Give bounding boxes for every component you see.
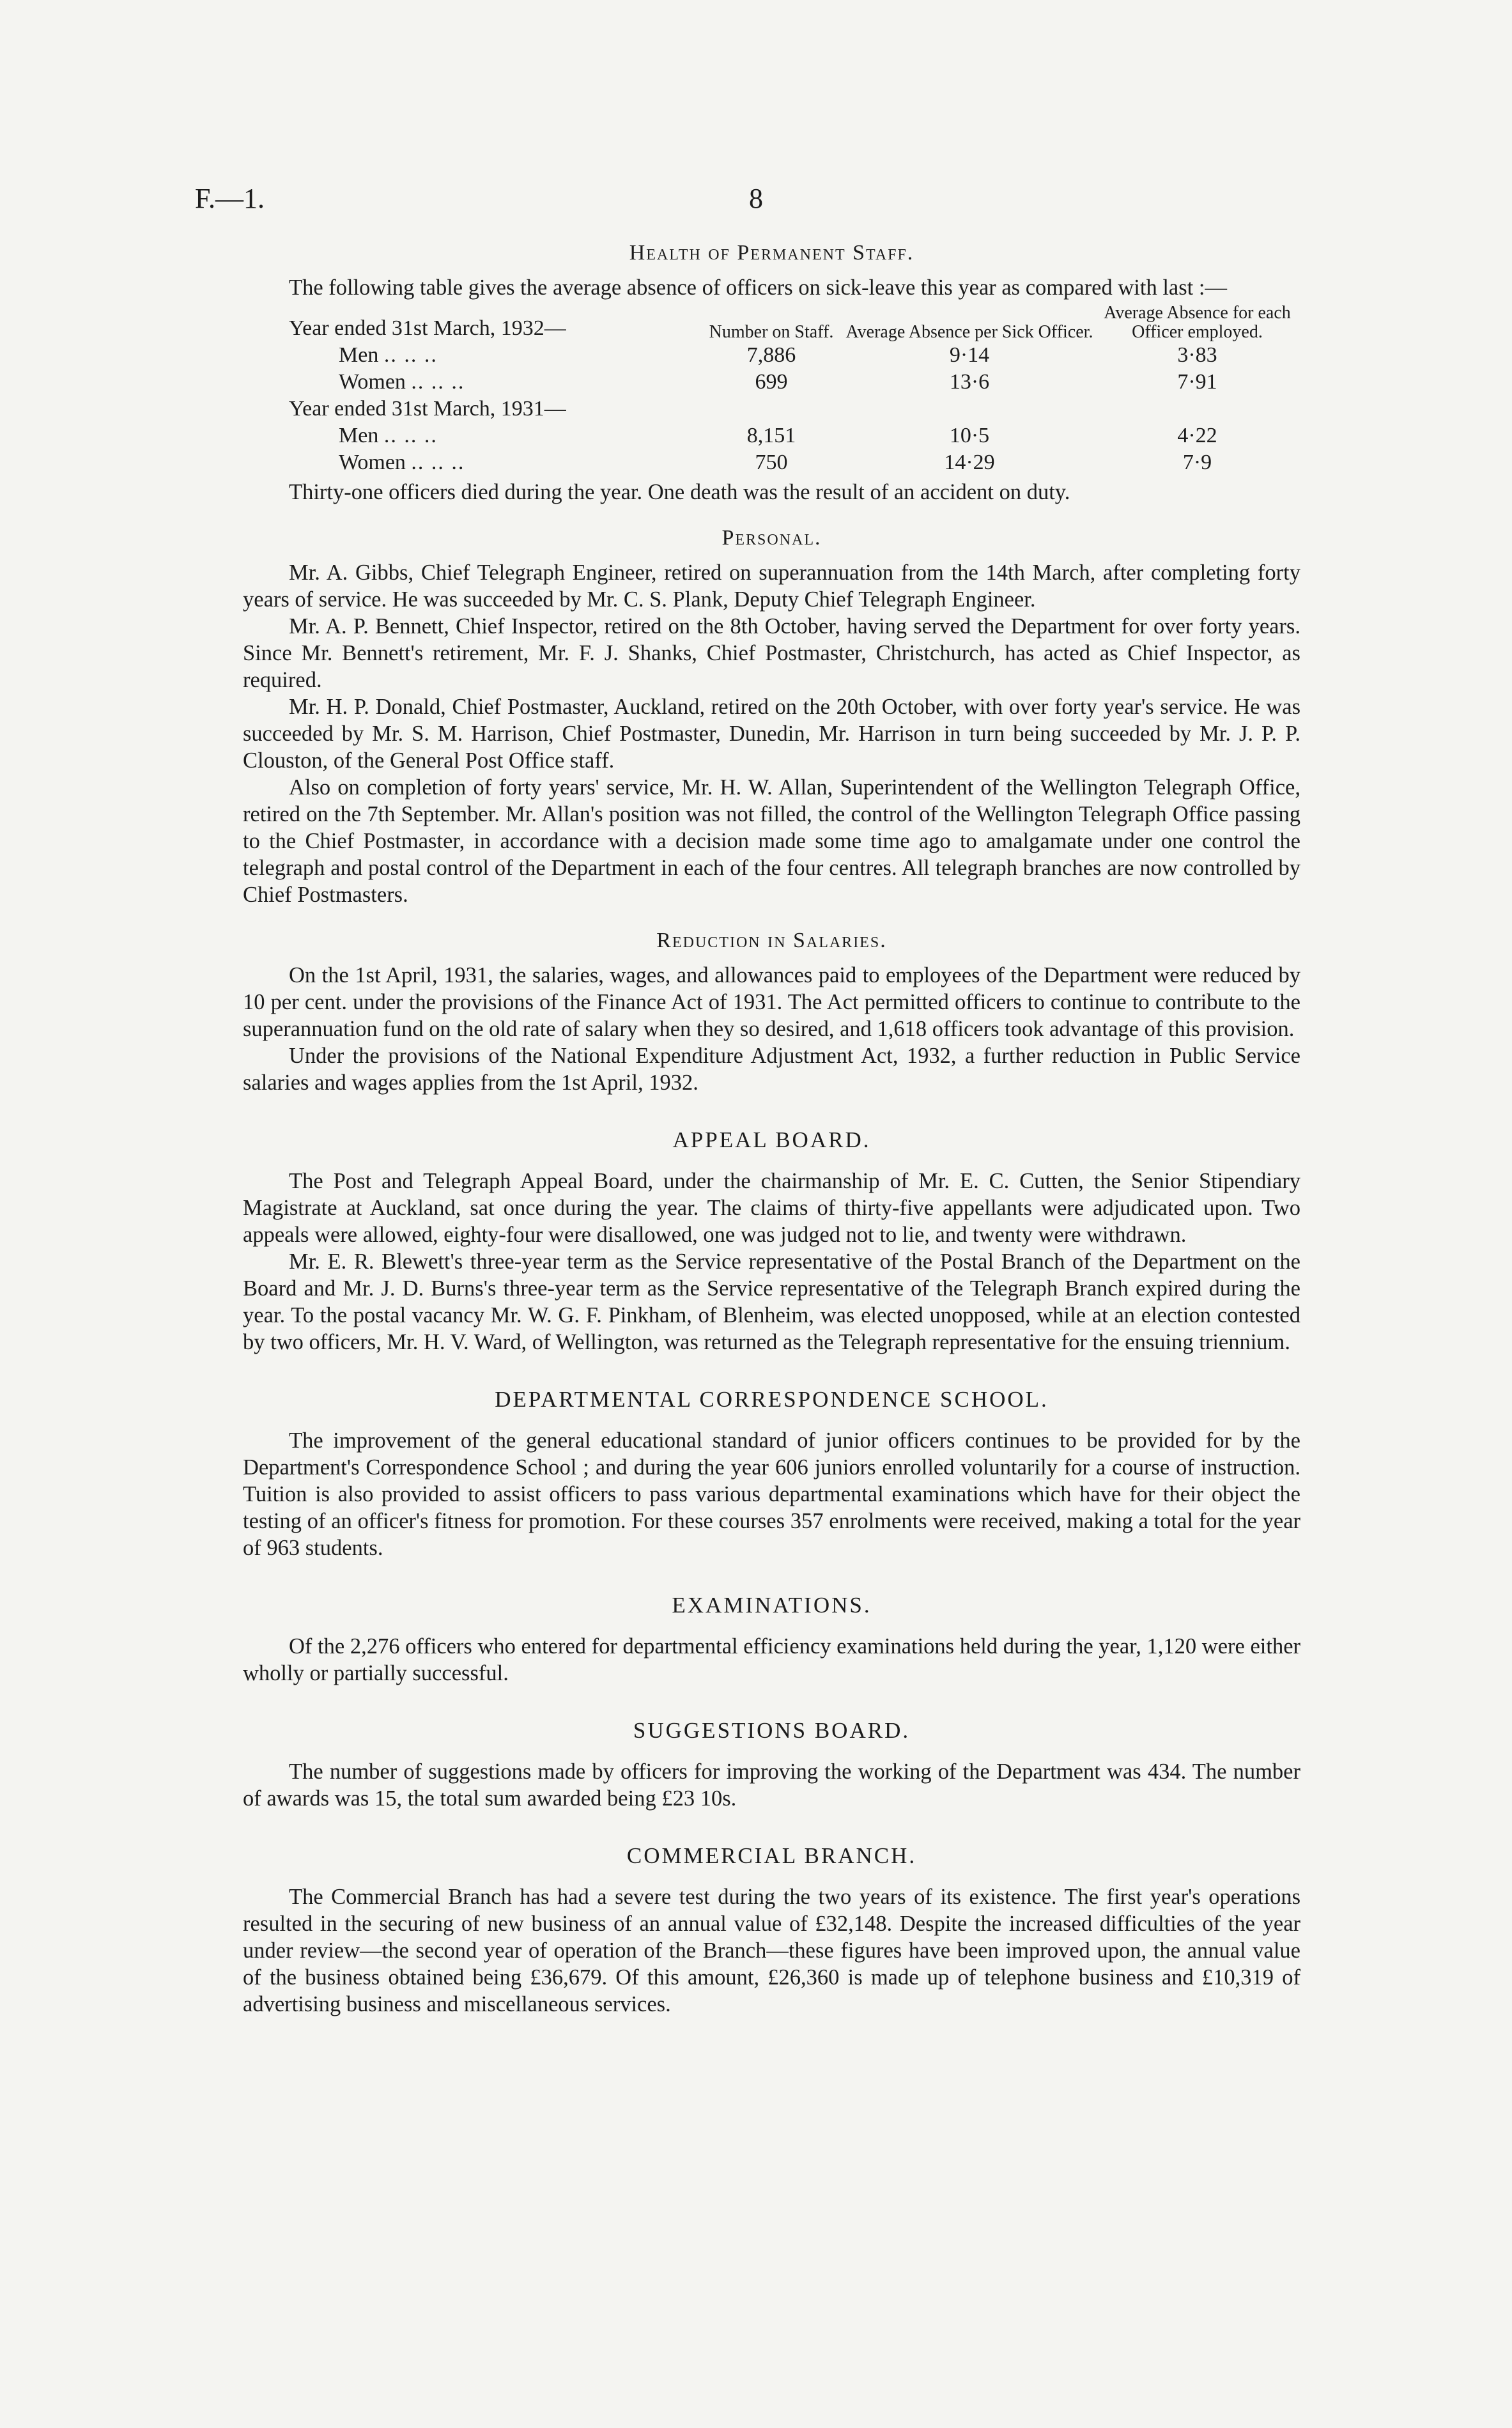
section-appeal-board [243,1127,1300,1356]
section-title-health: Health of Permanent Staff. [629,241,914,265]
table-row [243,342,1300,369]
paragraph: The Post and Telegraph Appeal Board, under the chairmanship of Mr. E. C. Cutten, the Senior Stipendiary Magistrate at Auckland, sat once during the year. The claims of thirty-five appellants were adjudicated upon. Two appeals were allowed, eighty-four were disallowed, one was judged not to lie, and twenty were withdrawn. [243,1169,1300,1247]
paragraph: Of the 2,276 officers who entered for departmental efficiency examinations held during the year, 1,120 were either wholly or partially successful. [243,1634,1300,1685]
cell-avg-sick: 14·29 [944,451,995,474]
paragraph: The number of suggestions made by officers for improving the working of the Department was 434. The number of awards was 15, the total sum awarded being £23 10s. [243,1759,1300,1811]
year-label: Year ended 31st March, 1931— [289,397,566,421]
table-year-row [243,396,1300,422]
row-label: Women .. .. .. [339,451,465,474]
table-row [243,422,1300,449]
section-examinations [243,1592,1300,1687]
sick-leave-table [243,304,1300,476]
section-health [243,240,1300,506]
paragraph: The improvement of the general educational standard of junior officers continues to be provided for by the Department's Correspondence School ; and during the year 606 juniors enrolled voluntarily for a course of instruction. Tuition is also provided to assist officers to pass various departmental examinations which have for their object the testing of an officer's fitness for promotion. For these courses 357 enrolments were received, making a total for the year of 963 students. [243,1428,1300,1560]
cell-avg-each: 3·83 [1177,343,1217,367]
health-deaths: Thirty-one officers died during the year. One death was the result of an accident on duty. [289,480,1070,504]
section-title-correspondence-school: DEPARTMENTAL CORRESPONDENCE SCHOOL. [495,1387,1049,1412]
section-commercial-branch [243,1843,1300,2018]
health-intro: The following table gives the average absence of officers on sick-leave this year as compared with last :— [289,275,1227,300]
paragraph: Mr. E. R. Blewett's three-year term as the Service representative of the Postal Branch of the Department on the Board and Mr. J. D. Burns's three-year term as the Service representative of the Telegraph Branch expired during the year. To the postal vacancy Mr. W. G. F. Pinkham, of Blenheim, was elected unopposed, while at an election contested by two officers, Mr. H. V. Ward, of Wellington, was returned as the Telegraph representative for the ensuing triennium. [243,1249,1300,1354]
cell-number: 699 [755,370,788,394]
section-suggestions-board [243,1717,1300,1812]
paragraph: The Commercial Branch has had a severe test during the two years of its existence. The first year's operations resulted in the securing of new business of an annual value of £32,148. Despite the increased difficulties of the year under review—the second year of operation of the Branch—these figures have been improved upon, the annual value of the business obtained being £36,679. Of this amount, £26,360 is made up of telephone business and £10,319 of advertising business and miscellaneous services. [243,1885,1300,2016]
section-correspondence-school [243,1386,1300,1561]
row-label: Women .. .. .. [339,370,465,394]
table-row [243,449,1300,476]
paragraph: Mr. H. P. Donald, Chief Postmaster, Auckland, retired on the 20th October, with over forty year's service. He was succeeded by Mr. S. M. Harrison, Chief Postmaster, Dunedin, Mr. Harrison in turn being succeeded by Mr. J. P. P. Clouston, of the General Post Office staff. [243,695,1300,773]
paragraph: Mr. A. P. Bennett, Chief Inspector, retired on the 8th October, having served the Department for over forty years. Since Mr. Bennett's retirement, Mr. F. J. Shanks, Chief Postmaster, Christchurch, has acted as Chief Inspector, as required. [243,614,1300,692]
paragraph: On the 1st April, 1931, the salaries, wages, and allowances paid to employees of the Department were reduced by 10 per cent. under the provisions of the Finance Act of 1931. The Act permitted officers to continue to contribute to the superannuation fund on the old rate of salary when they so desired, and 1,618 officers took advantage of this provision. [243,963,1300,1041]
cell-avg-each: 7·91 [1177,370,1217,394]
section-title-personal: Personal. [721,526,822,550]
section-title-examinations: EXAMINATIONS. [672,1593,872,1618]
table-header-row [243,304,1300,342]
row-label: Men .. .. .. [339,343,438,367]
page-number: 8 [749,183,763,214]
paragraph: Mr. A. Gibbs, Chief Telegraph Engineer, retired on superannuation from the 14th March, after completing forty years of service. He was succeeded by Mr. C. S. Plank, Deputy Chief Telegraph Engineer. [243,561,1300,612]
section-personal [243,525,1300,908]
section-salaries [243,927,1300,1096]
col-header-avg-each: Average Absence for each Officer employed. [1104,303,1291,342]
cell-avg-sick: 10·5 [949,424,990,447]
cell-avg-sick: 9·14 [949,343,990,367]
year-label: Year ended 31st March, 1932— [289,316,566,340]
paragraph: Under the provisions of the National Expenditure Adjustment Act, 1932, a further reduction in Public Service salaries and wages applies from the 1st April, 1932. [243,1044,1300,1095]
section-title-suggestions-board: SUGGESTIONS BOARD. [633,1718,911,1743]
section-title-appeal-board: APPEAL BOARD. [672,1127,871,1152]
cell-number: 750 [755,451,788,474]
page-body [243,240,1300,2018]
paragraph: Also on completion of forty years' service, Mr. H. W. Allan, Superintendent of the Wellington Telegraph Office, retired on the 7th September. Mr. Allan's position was not filled, the control of the Wellington Telegraph Office passing to the Chief Postmaster, in accordance with a decision made some time ago to amalgamate under one control the telegraph and postal control of the Department in each of the four centres. All telegraph branches are now controlled by Chief Postmasters. [243,775,1300,907]
page-header [195,182,1317,220]
table-row [243,369,1300,396]
cell-number: 7,886 [746,343,796,367]
row-label: Men .. .. .. [339,424,438,447]
cell-avg-each: 4·22 [1177,424,1217,447]
cell-avg-sick: 13·6 [949,370,990,394]
cell-avg-each: 7·9 [1182,451,1212,474]
cell-number: 8,151 [746,424,796,447]
col-header-avg-sick: Average Absence per Sick Officer. [845,322,1093,342]
document-reference: F.—1. [195,183,265,214]
section-title-commercial-branch: COMMERCIAL BRANCH. [626,1843,917,1868]
section-title-salaries: Reduction in Salaries. [656,929,887,952]
col-header-number: Number on Staff. [709,322,834,342]
